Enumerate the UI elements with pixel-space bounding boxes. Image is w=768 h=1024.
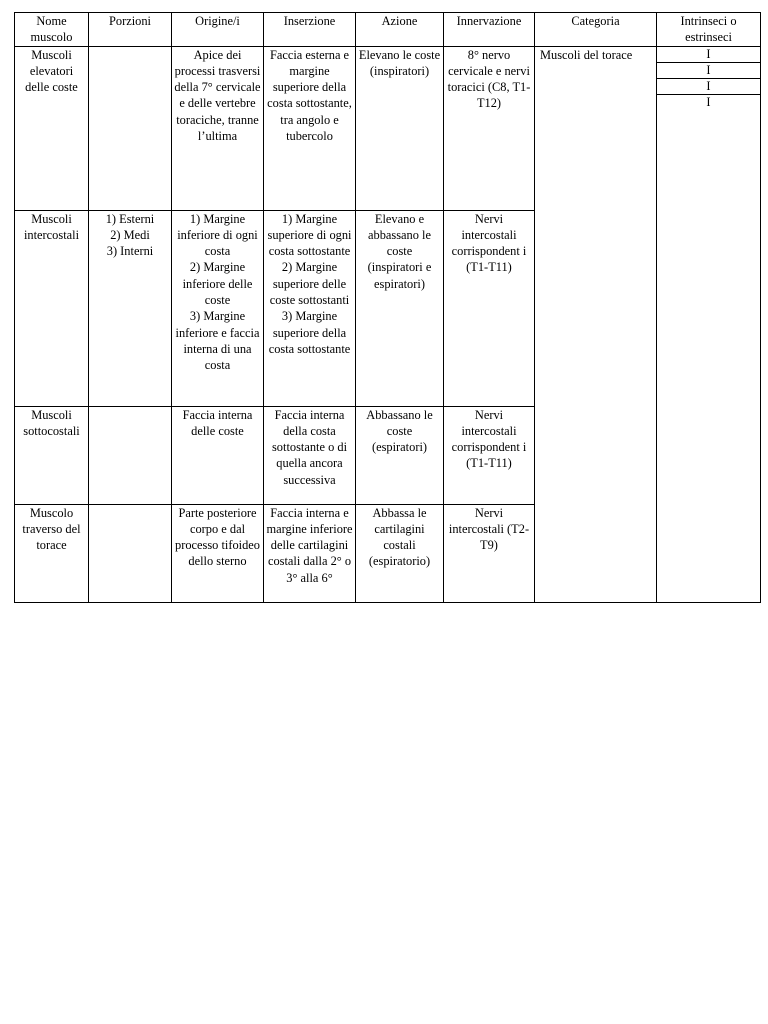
cell-inserzione: Faccia esterna e margine superiore della costa sottostante, tra angolo e tubercolo	[264, 46, 356, 210]
cell-intrinseci	[657, 46, 761, 602]
cell-innervazione: Nervi intercostali corrispondent i (T1-T11)	[444, 210, 535, 406]
cell-azione: Abbassa le cartilagini costali (espiratorio)	[356, 504, 444, 602]
header-categoria: Categoria	[535, 13, 657, 47]
header-row	[15, 13, 761, 47]
table-row	[15, 46, 761, 210]
muscle-table	[14, 12, 761, 603]
intrinseci-item: I	[657, 79, 760, 95]
cell-categoria: Muscoli del torace	[535, 46, 657, 602]
header-origine: Origine/i	[172, 13, 264, 47]
cell-porzioni	[89, 46, 172, 210]
cell-origine: Parte posteriore corpo e dal processo tifoideo dello sterno	[172, 504, 264, 602]
header-innervazione: Innervazione	[444, 13, 535, 47]
cell-azione: Elevano le coste (inspiratori)	[356, 46, 444, 210]
cell-porzioni: 1) Esterni 2) Medi 3) Interni	[89, 210, 172, 406]
cell-nome: Muscolo traverso del torace	[15, 504, 89, 602]
header-intrinseci: Intrinseci o estrinseci	[657, 13, 761, 47]
cell-porzioni	[89, 504, 172, 602]
intrinseci-item: I	[657, 47, 760, 63]
header-porzioni: Porzioni	[89, 13, 172, 47]
cell-inserzione: Faccia interna della costa sottostante o di quella ancora successiva	[264, 406, 356, 504]
intrinseci-item: I	[706, 95, 711, 110]
cell-azione: Abbassano le coste (espiratori)	[356, 406, 444, 504]
cell-inserzione: 1) Margine superiore di ogni costa sottostante 2) Margine superiore delle coste sottostanti 3) Margine superiore della costa sottostante	[264, 210, 356, 406]
cell-innervazione: Nervi intercostali (T2-T9)	[444, 504, 535, 602]
header-azione: Azione	[356, 13, 444, 47]
cell-nome: Muscoli sottocostali	[15, 406, 89, 504]
cell-nome: Muscoli elevatori delle coste	[15, 46, 89, 210]
cell-porzioni	[89, 406, 172, 504]
cell-origine: Apice dei processi trasversi della 7° cervicale e delle vertebre toraciche, tranne l’ultima	[172, 46, 264, 210]
cell-origine: 1) Margine inferiore di ogni costa 2) Margine inferiore delle coste 3) Margine inferiore e faccia interna di una costa	[172, 210, 264, 406]
header-inserzione: Inserzione	[264, 13, 356, 47]
cell-innervazione: 8° nervo cervicale e nervi toracici (C8, T1-T12)	[444, 46, 535, 210]
intrinseci-item: I	[657, 63, 760, 79]
cell-inserzione: Faccia interna e margine inferiore delle cartilagini costali dalla 2° o 3° alla 6°	[264, 504, 356, 602]
cell-innervazione: Nervi intercostali corrispondent i (T1-T11)	[444, 406, 535, 504]
header-nome: Nome muscolo	[15, 13, 89, 47]
cell-nome: Muscoli intercostali	[15, 210, 89, 406]
cell-origine: Faccia interna delle coste	[172, 406, 264, 504]
cell-azione: Elevano e abbassano le coste (inspiratori e espiratori)	[356, 210, 444, 406]
